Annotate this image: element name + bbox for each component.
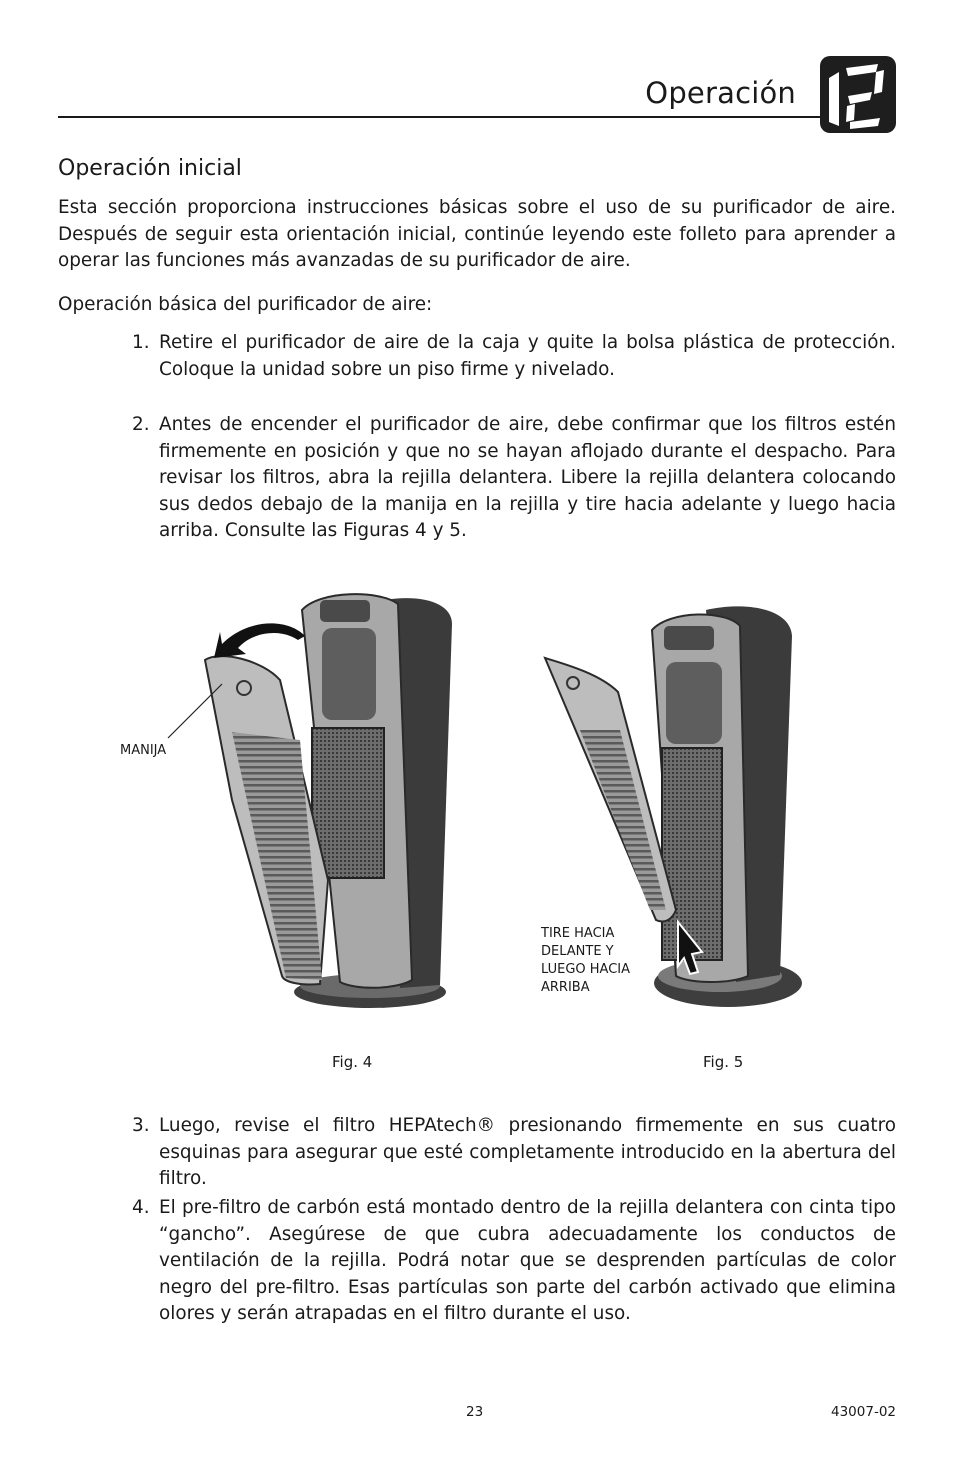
list-item (132, 1195, 896, 1328)
fig5-callout-label: TIRE HACIA DELANTE Y LUEGO HACIA ARRIBA (541, 926, 631, 995)
list-item-text: Retire el purificador de aire de la caja y quite la bolsa plástica de protección. Coloque la unidad sobre un piso firme y nivelado. (159, 332, 896, 380)
document-code: 43007-02 (831, 1404, 896, 1420)
list-item-number: 2. (132, 414, 150, 435)
fig4-purifier-drawing (168, 594, 452, 1008)
page-number: 23 (466, 1404, 484, 1420)
page-title: Operación (645, 76, 796, 110)
list-item-number: 3. (132, 1115, 150, 1136)
list-item-number: 4. (132, 1197, 150, 1218)
list-item-text: Luego, revise el filtro HEPAtech® presionando firmemente en sus cuatro esquinas para asegurar que esté completamente introducido en la abertura del filtro. (159, 1115, 896, 1189)
fig4-caption: Fig. 4 (332, 1053, 373, 1071)
fig5-caption: Fig. 5 (703, 1053, 744, 1071)
list-item-text: Antes de encender el purificador de aire, debe confirmar que los filtros estén firmemente en posición y que no se hayan aflojado durante el despacho. Para revisar los filtros, abra la rejilla delantera. Libere la rejilla delantera colocando sus dedos debajo de la manija en la rejilla y tire hacia adelante y luego hacia arriba. Consulte las Figuras 4 y 5. (159, 414, 896, 541)
section-title: Operación inicial (58, 156, 242, 181)
chapter-number-icon (820, 56, 896, 133)
steps-lead: Operación básica del purificador de aire: (58, 294, 433, 315)
fig4-callout-label: MANIJA (120, 743, 167, 758)
intro-paragraph: Esta sección proporciona instrucciones básicas sobre el uso de su purificador de aire. Después de seguir esta orientación inicial, continúe leyendo este folleto para aprender a operar las funciones más avanzadas de su purificador de aire. (58, 197, 896, 271)
list-item-number: 1. (132, 332, 150, 353)
list-item (132, 330, 896, 383)
list-item (132, 412, 896, 545)
figures-illustration (0, 580, 954, 1020)
header-rule (58, 116, 828, 118)
list-item-text: El pre-filtro de carbón está montado dentro de la rejilla delantera con cinta tipo “gancho”. Asegúrese de que cubra adecuadamente los conductos de ventilación de la rejilla. Podrá notar que se desprenden partículas de color negro del pre-filtro. Esas partículas son parte del carbón activado que elimina olores y serán atrapadas en el filtro durante el uso. (159, 1197, 896, 1324)
list-item (132, 1113, 896, 1193)
